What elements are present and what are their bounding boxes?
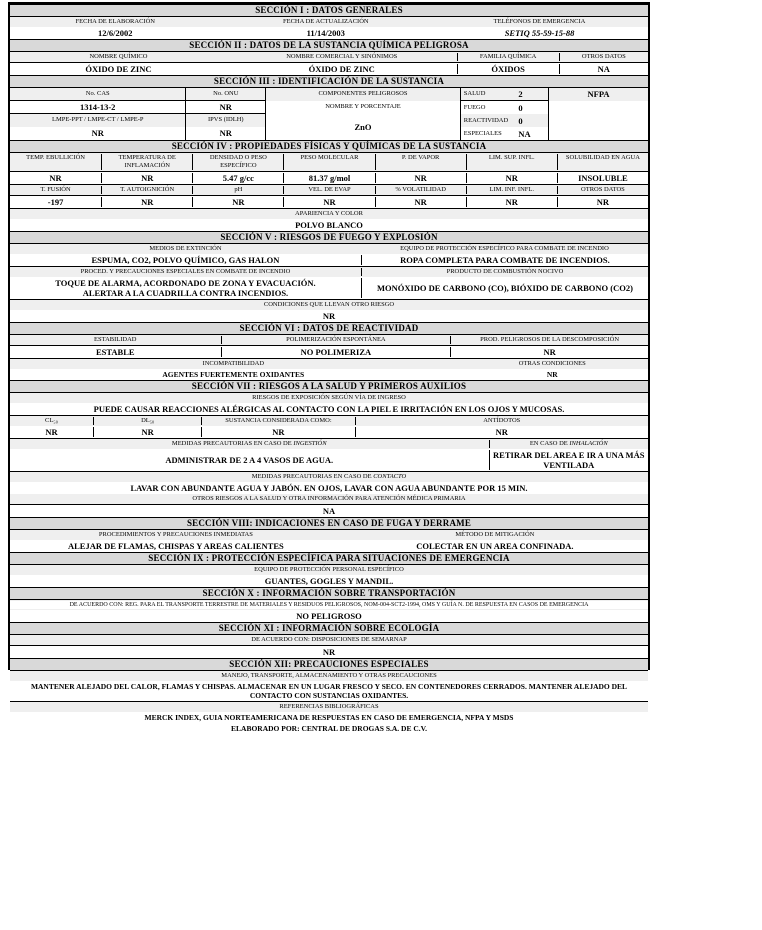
property-label: PESO MOLECULAR: [283, 154, 374, 170]
section-3-body: [10, 88, 648, 140]
property-label: VEL. DE EVAP: [283, 186, 374, 194]
value-elaborado-por: ELABORADO POR: CENTRAL DE DROGAS S.A. DE C.V.: [231, 724, 427, 733]
section-12-labels-manejo: [10, 671, 648, 681]
label-transporte-acuerdo: DE ACUERDO CON: REG. PARA EL TRANSPORTE TERRESTRE DE MATERIALES Y RESIDUOS PELIGROSOS, NOM-004-SCT2-1994, OMS Y GUÍA N. DE RESPUESTA EN CASOS DE EMERGENCIA: [10, 601, 648, 609]
nfpa-key-salud: SALUD: [463, 90, 486, 97]
section-9-labels: [10, 565, 648, 575]
value-cl50: NR: [45, 427, 58, 437]
value-procedimientos-combate: [10, 278, 361, 298]
value-otros-datos: NA: [559, 64, 648, 74]
property-label: % VOLATILIDAD: [375, 186, 466, 194]
value-condiciones-otro-riesgo: NR: [322, 311, 336, 321]
label-medidas-contacto-prefix: MEDIDAS PRECAUTORIAS EN CASO DE: [251, 473, 374, 480]
property-label: T. FUSIÓN: [40, 186, 71, 193]
label-no-onu: No. ONU: [186, 88, 265, 101]
nfpa-value-reactividad: 0: [518, 115, 523, 126]
msds-sheet: [8, 2, 650, 733]
property-value: 5.47 g/cc: [192, 173, 283, 183]
value-equipo-proteccion-incendio: ROPA COMPLETA PARA COMBATE DE INCENDIOS.: [361, 255, 648, 265]
value-medios-extincion: ESPUMA, CO2, POLVO QUÍMICO, GAS HALON: [91, 255, 280, 265]
value-otras-condiciones: NR: [546, 370, 558, 379]
label-ipvs: IPVS (IDLH): [186, 114, 265, 127]
section-12-labels-referencias: [10, 701, 648, 712]
section-4-values-2: [10, 195, 648, 208]
value-equipo-proteccion-personal: GUANTES, GOGLES Y MANDIL.: [264, 576, 394, 586]
section-5-values-1: [10, 254, 648, 266]
label-fecha-elaboracion: FECHA DE ELABORACIÓN: [75, 18, 155, 25]
section-7-labels-contacto: [10, 471, 648, 482]
label-equipo-proteccion-incendio: EQUIPO DE PROTECCIÓN ESPECÍFICO PARA COMBATE DE INCENDIO: [400, 245, 609, 252]
cas-column: [10, 88, 185, 140]
nfpa-value-especiales: NA: [518, 128, 531, 139]
value-metodo-mitigacion: COLECTAR EN UN AREA CONFINADA.: [416, 541, 574, 551]
section-11-labels: [10, 635, 648, 645]
section-5-values-2: [10, 277, 648, 299]
label-producto-combustion: PRODUCTO DE COMBUSTIÓN NOCIVO: [361, 268, 648, 276]
section-1-values: [10, 27, 648, 39]
label-caso-inhalacion-prefix: EN CASO DE: [529, 440, 570, 447]
property-value: NR: [101, 197, 192, 207]
value-producto-combustion: MONÓXIDO DE CARBONO (CO), BIÓXIDO DE CARBONO (CO2): [361, 278, 648, 298]
label-nombre-porcentaje: NOMBRE Y PORCENTAJE: [266, 101, 460, 114]
section-7-header: SECCIÓN VII : RIESGOS A LA SALUD Y PRIMEROS AUXILIOS: [10, 380, 648, 393]
onu-column: [185, 88, 265, 140]
section-4-labels-1: [10, 153, 648, 171]
section-5-labels-2: [10, 266, 648, 277]
value-referencias-bibliograficas: MERCK INDEX, GUIA NORTEAMERICANA DE RESPUESTAS EN CASO DE EMERGENCIA, NFPA Y MSDS: [144, 713, 514, 722]
nfpa-key-fuego: FUEGO: [463, 103, 486, 111]
label-nombre-quimico: NOMBRE QUÍMICO: [89, 53, 148, 60]
property-value: NR: [466, 197, 557, 207]
nfpa-value-salud: 2: [518, 89, 523, 99]
value-componente-zno: ZnO: [266, 114, 460, 140]
section-7-labels-cl: [10, 415, 648, 426]
section-7-values-ingestion: [10, 449, 648, 471]
label-otros-datos: OTROS DATOS: [559, 53, 648, 61]
label-medidas-contacto-word: CONTACTO: [373, 473, 407, 480]
label-medidas-contacto: [10, 473, 648, 481]
label-condiciones-otro-riesgo: CONDICIONES QUE LLEVAN OTRO RIESGO: [263, 301, 395, 308]
section-2-labels: [10, 52, 648, 62]
nfpa-key-especiales: ESPECIALES: [463, 129, 502, 137]
nfpa-row-salud: [461, 88, 548, 101]
value-nombre-quimico: ÓXIDO DE ZINC: [85, 64, 152, 74]
value-nombre-comercial: ÓXIDO DE ZINC: [308, 64, 375, 74]
value-fecha-actualizacion: 11/14/2003: [306, 28, 345, 38]
value-ecologia-resultado: NR: [322, 647, 336, 657]
value-ipvs: NR: [186, 127, 265, 140]
value-prod-descomposicion: NR: [450, 347, 648, 357]
section-5-labels-1: [10, 244, 648, 254]
section-8-labels: [10, 530, 648, 540]
section-11-values: [10, 645, 648, 658]
nfpa-table: [460, 88, 549, 140]
value-no-onu: NR: [186, 101, 265, 114]
label-prod-descomposicion: PROD. PELIGROSOS DE LA DESCOMPOSICIÓN: [450, 336, 648, 344]
value-caso-inhalacion: RETIRAR DEL AREA E IR A UNA MÁS VENTILADA: [489, 450, 649, 470]
section-4-apariencia-value: [10, 219, 648, 231]
nfpa-key-reactividad: REACTIVIDAD: [463, 116, 509, 124]
value-medidas-ingestion: ADMINISTRAR DE 2 A 4 VASOS DE AGUA.: [165, 455, 334, 465]
label-telefonos-emergencia: TELÉFONOS DE EMERGENCIA: [493, 18, 586, 25]
section-7-values-cl: [10, 426, 648, 438]
value-procedimientos-inmediatos: ALEJAR DE FLAMAS, CHISPAS Y AREAS CALIENTES: [67, 541, 284, 551]
value-otros-riesgos-salud: NA: [322, 506, 336, 516]
section-10-values: [10, 610, 648, 622]
value-familia-quimica: ÓXIDOS: [457, 64, 559, 74]
section-8-values: [10, 540, 648, 552]
value-estabilidad: ESTABLE: [95, 347, 135, 357]
property-label: SOLUBILIDAD EN AGUA: [557, 154, 648, 170]
label-medidas-ingestion-prefix: MEDIDAS PRECAUTORIAS EN CASO DE: [171, 440, 294, 447]
label-apariencia-color: APARIENCIA Y COLOR: [295, 210, 363, 217]
section-6-labels-2: [10, 358, 648, 369]
section-7-labels-ingestion: [10, 438, 648, 449]
label-incompatibilidad: INCOMPATIBILIDAD: [202, 360, 265, 367]
property-label: T. AUTOIGNICIÓN: [101, 186, 192, 194]
label-procedimientos-combate: PROCED. Y PRECAUCIONES ESPECIALES EN COMBATE DE INCENDIO: [80, 268, 291, 275]
value-fecha-elaboracion: 12/6/2002: [98, 28, 133, 38]
nfpa-row-reactividad: [461, 114, 548, 127]
section-7-via-label: [10, 393, 648, 403]
property-value: NR: [375, 173, 466, 183]
property-value: NR: [375, 197, 466, 207]
section-4-labels-2: [10, 184, 648, 195]
nfpa-value-fuego: 0: [518, 102, 523, 113]
section-7-labels-otros: [10, 494, 648, 504]
value-procedimientos-line1: TOQUE DE ALARMA, ACORDONADO DE ZONA Y EVACUACIÓN.: [55, 278, 316, 288]
value-no-cas: 1314-13-2: [10, 101, 185, 114]
section-8-header: SECCIÓN VIII: INDICACIONES EN CASO DE FUGA Y DERRAME: [10, 517, 648, 530]
section-5-labels-3: [10, 299, 648, 310]
label-fecha-actualizacion: FECHA DE ACTUALIZACIÓN: [283, 18, 369, 25]
section-6-labels-1: [10, 335, 648, 345]
label-dl50: DL₅₀: [93, 417, 201, 425]
label-sustancia-considerada: SUSTANCIA CONSIDERADA COMO:: [201, 417, 354, 425]
nfpa-label-cell: [549, 88, 648, 140]
property-label: TEMPERATURA DE INFLAMACIÓN: [101, 154, 192, 170]
property-label: DENSIDAD O PESO ESPECÍFICO: [192, 154, 283, 170]
label-estabilidad: ESTABILIDAD: [94, 336, 137, 343]
value-procedimientos-line2: ALERTAR A LA CUADRILLA CONTRA INCENDIOS.: [82, 288, 289, 298]
section-10-header: SECCIÓN X : INFORMACIÓN SOBRE TRANSPORTACIÓN: [10, 587, 648, 600]
value-apariencia-color: POLVO BLANCO: [295, 220, 363, 230]
property-value: NR: [192, 197, 283, 207]
value-lmpe: NR: [10, 127, 185, 140]
label-riesgos-exposicion: RIESGOS DE EXPOSICIÓN SEGÚN VÍA DE INGRESO: [252, 394, 406, 401]
property-label: LIM. INF. INFL.: [466, 186, 557, 194]
label-otros-riesgos-salud: OTROS RIESGOS A LA SALUD Y OTRA INFORMACIÓN PARA ATENCIÓN MÉDICA PRIMARIA: [192, 495, 466, 502]
section-4-header: SECCIÓN IV : PROPIEDADES FÍSICAS Y QUÍMICAS DE LA SUSTANCIA: [10, 140, 648, 153]
section-12-values-referencias: [10, 712, 648, 723]
property-value: NR: [557, 197, 648, 207]
section-9-values: [10, 575, 648, 587]
label-otras-condiciones: OTRAS CONDICIONES: [518, 360, 586, 367]
section-12-values-manejo: [10, 681, 648, 701]
property-label: TEMP. EBULLICIÓN: [26, 154, 85, 161]
label-cl50: CL₅₀: [45, 417, 58, 424]
value-medidas-contacto: LAVAR CON ABUNDANTE AGUA Y JABÓN. EN OJOS, LAVAR CON AGUA ABUNDANTE POR 15 MIN.: [130, 483, 528, 493]
nfpa-row-especiales: [461, 127, 548, 140]
property-value: INSOLUBLE: [557, 173, 648, 183]
section-6-values-2: [10, 369, 648, 380]
label-ecologia-acuerdo: DE ACUERDO CON: DISPOSICIONES DE SEMARNAP: [251, 636, 407, 643]
value-manejo-transporte: MANTENER ALEJADO DEL CALOR, FLAMAS Y CHISPAS. ALMACENAR EN UN LUGAR FRESCO Y SECO. EN CONTENEDORES CERRADOS. MANTENER ALEJADO DEL CONTACTO CON SUSTANCIAS OXIDANTES.: [30, 682, 628, 700]
section-7-via-value: [10, 403, 648, 415]
property-value: 81.37 g/mol: [283, 173, 374, 183]
property-value: NR: [283, 197, 374, 207]
label-equipo-proteccion-personal: EQUIPO DE PROTECCIÓN PERSONAL ESPECÍFICO: [254, 566, 404, 573]
property-value: -197: [47, 197, 64, 207]
section-9-header: SECCIÓN IX : PROTECCIÓN ESPECÍFICA PARA SITUACIONES DE EMERGENCIA: [10, 552, 648, 565]
section-11-header: SECCIÓN XI : INFORMACIÓN SOBRE ECOLOGÍA: [10, 622, 648, 635]
section-2-values: [10, 62, 648, 75]
label-medios-extincion: MEDIOS DE EXTINCIÓN: [149, 245, 222, 252]
property-value: NR: [49, 173, 62, 183]
section-7-values-otros: [10, 504, 648, 517]
section-6-header: SECCIÓN VI : DATOS DE REACTIVIDAD: [10, 322, 648, 335]
section-7-values-contacto: [10, 482, 648, 494]
label-caso-inhalacion-word: INHALACIÓN: [569, 440, 608, 447]
property-label: LIM. SUP. INFL.: [466, 154, 557, 170]
label-nombre-comercial: NOMBRE COMERCIAL Y SINÓNIMOS: [286, 53, 398, 60]
property-label: pH: [192, 186, 283, 194]
label-componentes-peligrosos: COMPONENTES PELIGROSOS: [266, 88, 460, 101]
nfpa-row-fuego: [461, 101, 548, 114]
value-telefonos-emergencia: SETIQ 55-59-15-88: [504, 28, 575, 38]
section-10-labels: [10, 600, 648, 610]
section-3-header: SECCIÓN III : IDENTIFICACIÓN DE LA SUSTANCIA: [10, 75, 648, 88]
componentes-column: [265, 88, 460, 140]
label-no-cas: No. CAS: [10, 88, 185, 101]
value-transporte-resultado: NO PELIGROSO: [296, 611, 362, 621]
section-1-header: SECCIÓN I : DATOS GENERALES: [10, 4, 648, 17]
section-5-header: SECCIÓN V : RIESGOS DE FUEGO Y EXPLOSIÓN: [10, 231, 648, 244]
property-label: OTROS DATOS: [557, 186, 648, 194]
label-procedimientos-inmediatos: PROCEDIMIENTOS Y PRECAUCIONES INMEDIATAS: [98, 531, 253, 538]
value-polimerizacion: NO POLIMERIZA: [221, 347, 451, 357]
property-value: NR: [101, 173, 192, 183]
value-sustancia-considerada: NR: [201, 427, 354, 437]
section-6-values-1: [10, 345, 648, 358]
value-riesgos-exposicion: PUEDE CAUSAR REACCIONES ALÉRGICAS AL CONTACTO CON LA PIEL E IRRITACIÓN EN LOS OJOS Y MUCOSAS.: [93, 404, 565, 414]
label-polimerizacion: POLIMERIZACIÓN ESPONTÁNEA: [221, 336, 451, 344]
label-referencias-bibliograficas: REFERENCIAS BIBLIOGRÁFICAS: [279, 703, 379, 710]
section-4-apariencia-label: [10, 208, 648, 219]
value-incompatibilidad: AGENTES FUERTEMENTE OXIDANTES: [162, 370, 305, 379]
property-label: P. DE VAPOR: [375, 154, 466, 170]
label-lmpe: LMPE-PPT / LMPE-CT / LMPE-P: [10, 114, 185, 127]
section-12-header: SECCIÓN XII: PRECAUCIONES ESPECIALES: [10, 658, 648, 671]
label-medidas-ingestion-word: INGESTIÓN: [293, 440, 327, 447]
section-2-header: SECCIÓN II : DATOS DE LA SUSTANCIA QUÍMICA PELIGROSA: [10, 39, 648, 52]
label-medidas-ingestion: [10, 440, 489, 448]
label-caso-inhalacion: [489, 440, 649, 448]
nfpa-label: NFPA: [549, 88, 648, 101]
section-4-values-1: [10, 171, 648, 184]
value-dl50: NR: [93, 427, 201, 437]
section-12-elaborado: [10, 723, 648, 734]
label-manejo-transporte: MANEJO, TRANSPORTE, ALMACENAMIENTO Y OTRAS PRECAUCIONES: [221, 672, 437, 679]
label-antidotos: ANTÍDOTOS: [355, 417, 648, 425]
section-1-labels: [10, 17, 648, 27]
section-5-values-3: [10, 310, 648, 322]
label-familia-quimica: FAMILIA QUÍMICA: [457, 53, 559, 61]
property-value: NR: [466, 173, 557, 183]
label-metodo-mitigacion: MÉTODO DE MITIGACIÓN: [455, 531, 535, 538]
value-antidotos: NR: [355, 427, 648, 437]
